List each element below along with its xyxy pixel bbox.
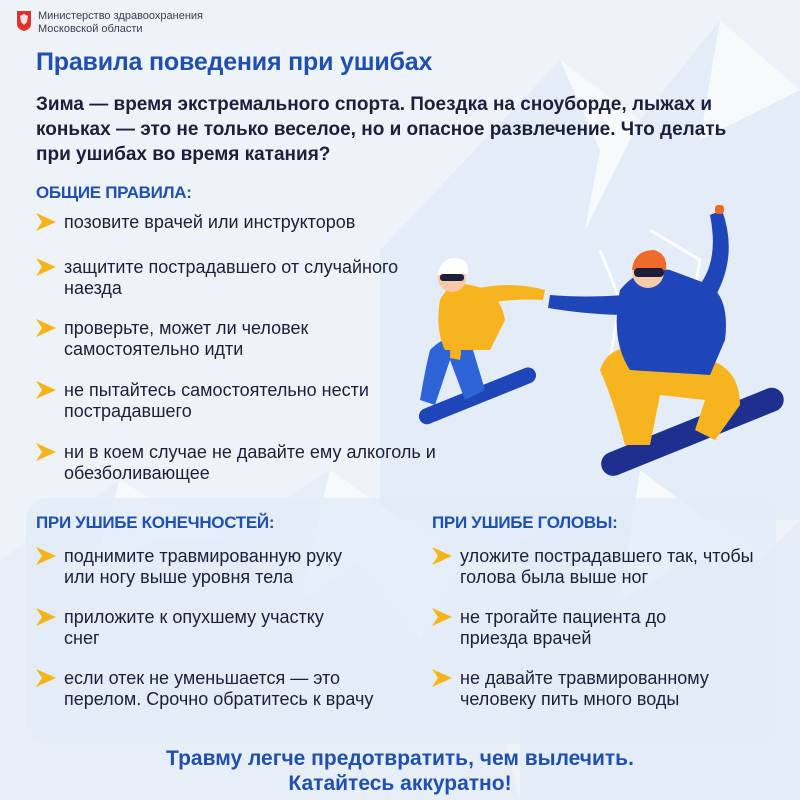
arrow-bullet-icon xyxy=(36,443,56,461)
list-item-text: не трогайте пациента до приезда врачей xyxy=(460,607,667,648)
big-snowboarder xyxy=(548,205,787,479)
list-item-text: уложите пострадавшего так, чтобы голова была выше ног xyxy=(460,546,754,587)
org-name-line2: Московской области xyxy=(38,23,143,35)
list-item xyxy=(432,668,760,710)
arrow-bullet-icon xyxy=(36,319,56,337)
arrow-bullet-icon xyxy=(36,213,56,231)
arrow-bullet-icon xyxy=(36,381,56,399)
limbs-injury-heading: ПРИ УШИБЕ КОНЕЧНОСТЕЙ: xyxy=(36,513,275,532)
arrow-bullet-icon xyxy=(36,608,56,626)
list-item xyxy=(36,668,384,710)
intro-text: Зима — время экстремального спорта. Поездка на сноуборде, лыжах и коньках — это не только веселое, но и опасное развлечение. Что делать при ушибах во время катания? xyxy=(36,94,727,165)
ministry-logo xyxy=(16,10,203,36)
arrow-bullet-icon xyxy=(432,547,452,565)
list-item-text: проверьте, может ли человек самостоятельно идти xyxy=(64,318,309,359)
coat-of-arms-icon xyxy=(16,10,32,32)
list-item xyxy=(432,607,700,649)
footer-line2: Катайтесь аккуратно! xyxy=(288,772,512,795)
arrow-bullet-icon xyxy=(36,669,56,687)
arrow-bullet-icon xyxy=(36,258,56,276)
list-item-text: не пытайтесь самостоятельно нести пострадавшего xyxy=(64,380,369,421)
general-rules-heading: ОБЩИЕ ПРАВИЛА: xyxy=(36,183,192,202)
arrow-bullet-icon xyxy=(36,547,56,565)
list-item-text: защитите пострадавшего от случайного наезда xyxy=(64,257,399,298)
org-name-line1: Министерство здравоохранения xyxy=(38,10,203,22)
small-snowboarder xyxy=(417,258,545,427)
snowboarders-illustration xyxy=(410,190,800,490)
list-item-text: если отек не уменьшается — это перелом. Срочно обратитесь к врачу xyxy=(64,668,374,709)
list-item-text: позовите врачей или инструкторов xyxy=(64,212,356,232)
page-title: Правила поведения при ушибах xyxy=(36,48,433,76)
arrow-bullet-icon xyxy=(432,669,452,687)
footer-line1: Травму легче предотвратить, чем вылечить. xyxy=(166,747,634,770)
head-injury-heading: ПРИ УШИБЕ ГОЛОВЫ: xyxy=(432,513,618,532)
list-item xyxy=(36,546,374,588)
list-item xyxy=(432,546,760,588)
list-item-text: не давайте травмированному человеку пить много воды xyxy=(460,668,709,709)
organization-name xyxy=(38,10,203,36)
arrow-bullet-icon xyxy=(432,608,452,626)
footer-slogan xyxy=(0,746,800,796)
list-item-text: ни в коем случае не давайте ему алкоголь и обезболивающее xyxy=(64,442,436,483)
list-item xyxy=(36,607,364,649)
list-item-text: поднимите травмированную руку или ногу выше уровня тела xyxy=(64,546,343,587)
list-item-text: приложите к опухшему участку снег xyxy=(64,607,324,648)
